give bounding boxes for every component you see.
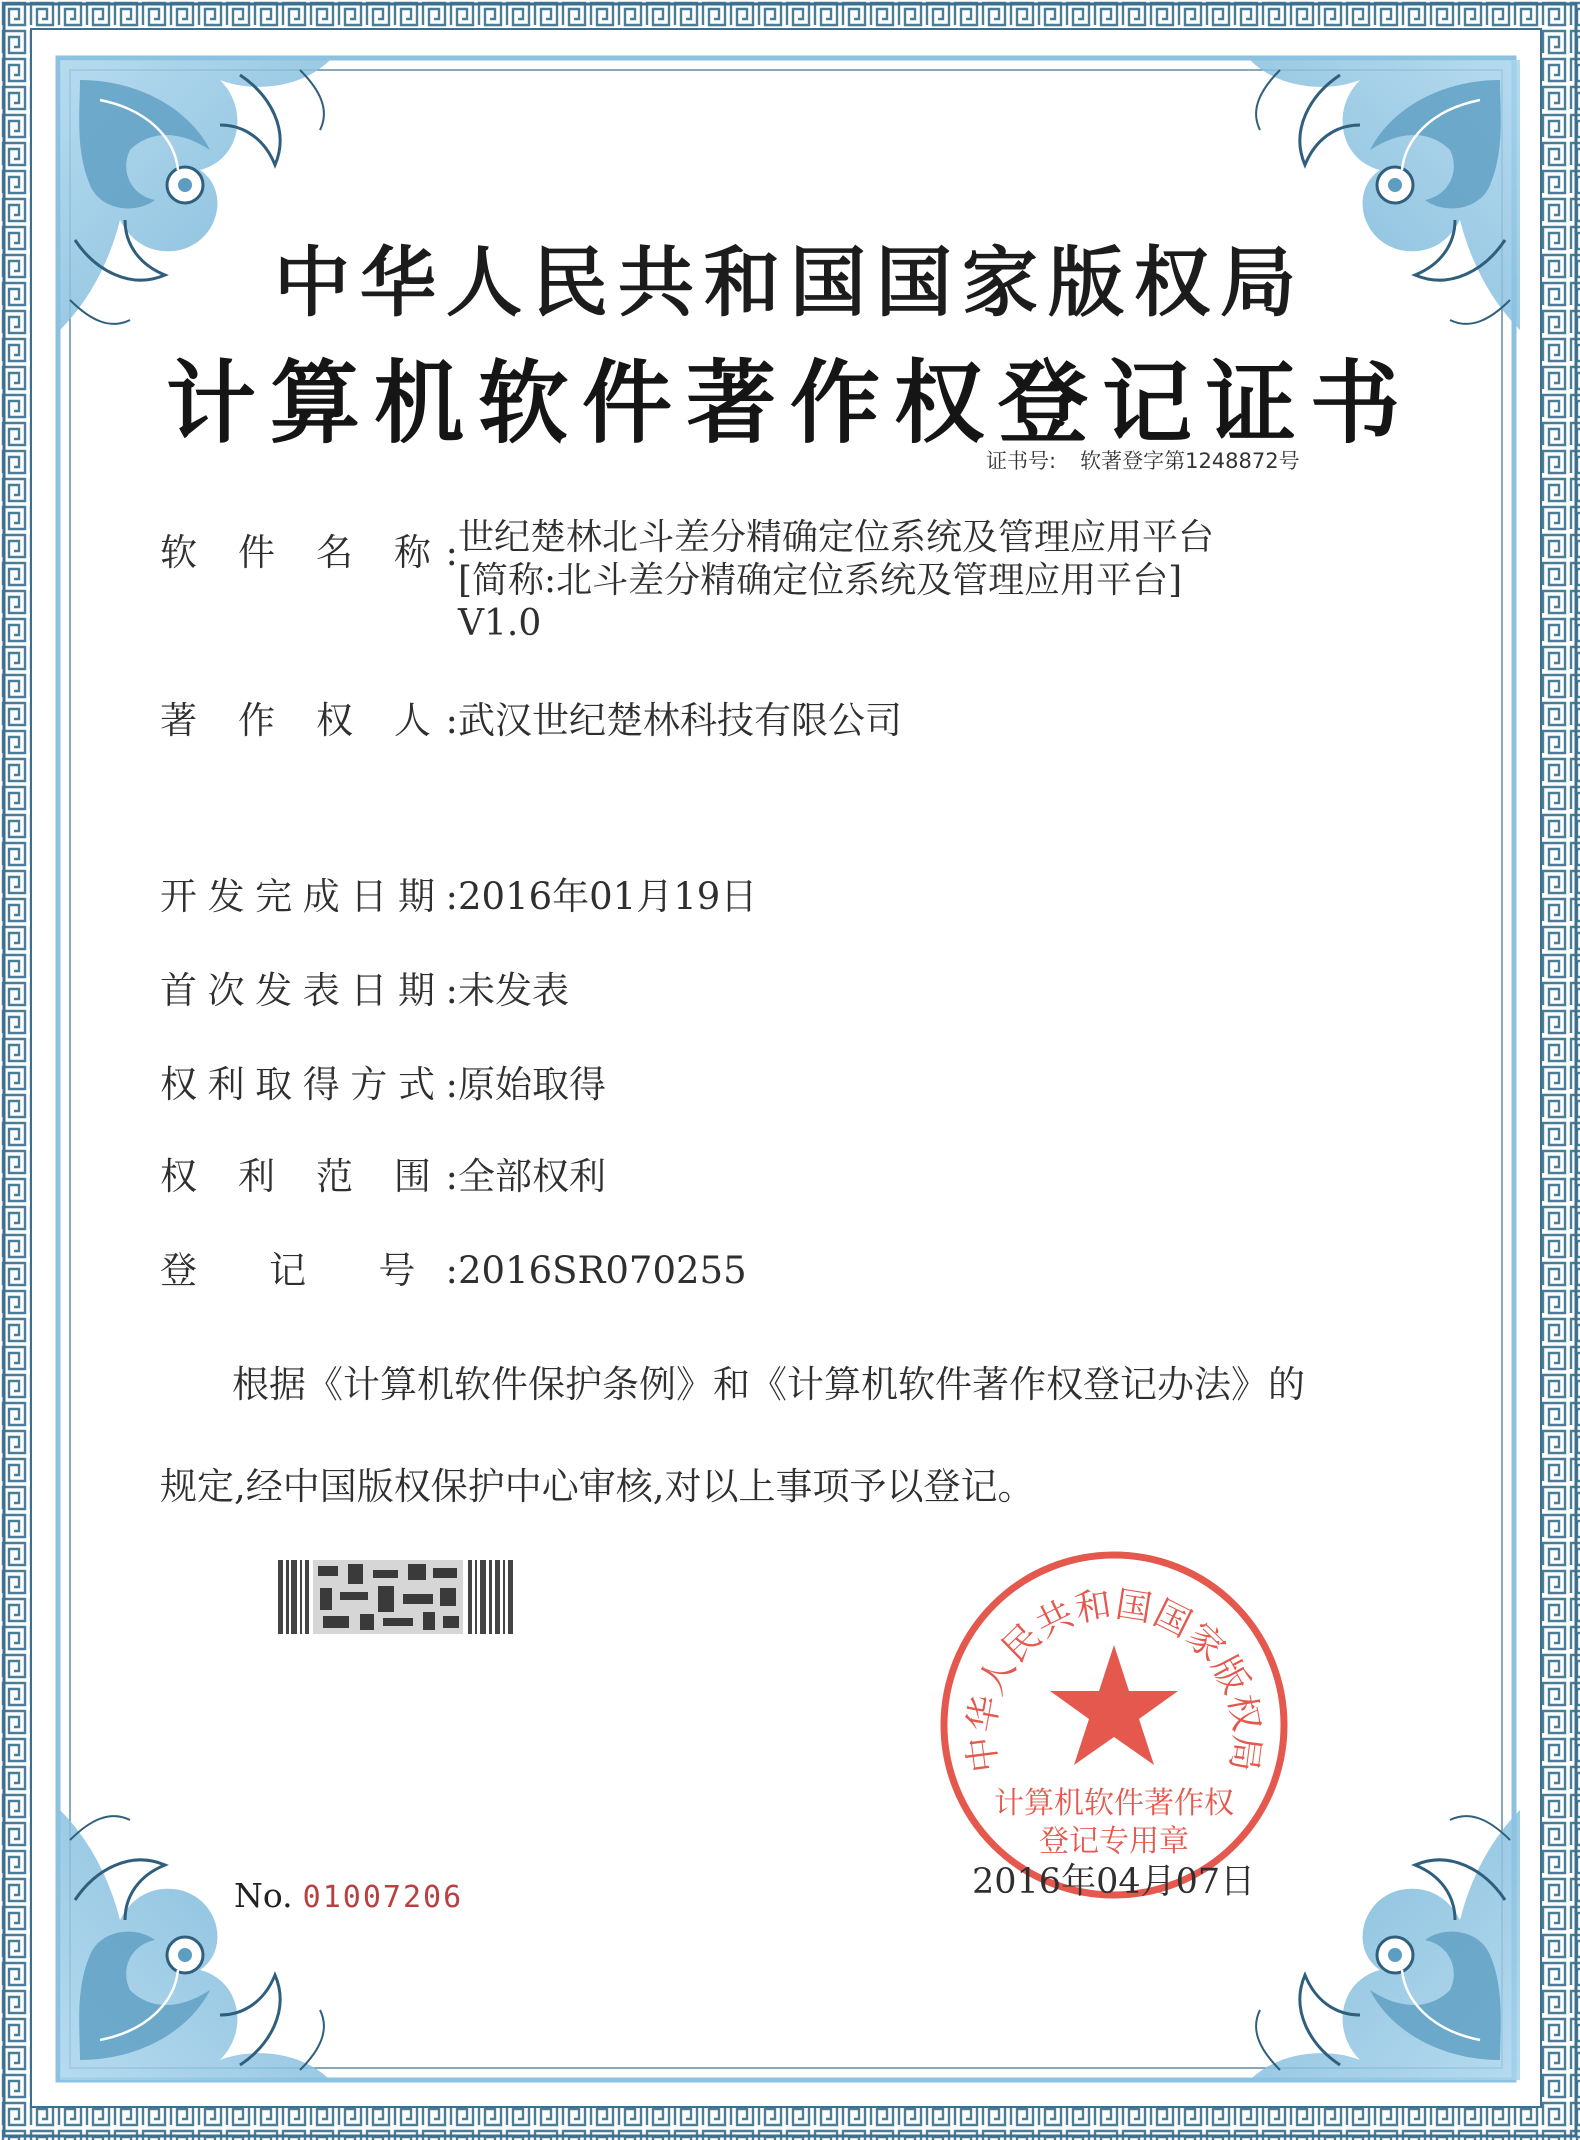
registration-number-label: 登 记 号: [160, 1249, 458, 1292]
seal-inner-line2: 登记专用章 [1039, 1824, 1189, 1859]
software-name-label-row [160, 522, 458, 576]
barcode [278, 1556, 516, 1638]
registration-number-value: 2016SR070255 [458, 1249, 747, 1292]
serial-prefix: No. [234, 1876, 293, 1915]
issue-date: 2016年04月07日 [972, 1862, 1256, 1902]
acquisition-method-row [160, 1054, 606, 1108]
official-seal [934, 1545, 1294, 1905]
legal-statement-line [160, 1334, 1420, 1436]
software-name-value [458, 516, 1214, 645]
completion-date-value: 2016年01月19日 [458, 875, 758, 918]
copyright-owner-label: 著 作 权 人: [160, 699, 458, 742]
completion-date-row [160, 866, 757, 920]
rights-scope-label: 权 利 范 围: [160, 1155, 458, 1198]
serial-number [234, 1876, 463, 1915]
legal-statement-line1: 根据《计算机软件保护条例》和《计算机软件著作权登记办法》的 [232, 1363, 1305, 1406]
acquisition-method-label: 权利取得方式: [160, 1063, 458, 1106]
first-publication-value: 未发表 [458, 969, 569, 1012]
certificate-number-value: 软著登字第1248872号 [1080, 449, 1300, 473]
seal-inner-line1: 计算机软件著作权 [994, 1786, 1234, 1821]
first-publication-label: 首次发表日期: [160, 969, 458, 1012]
software-name-label: 软 件 名 称: [160, 531, 458, 574]
serial-value: 01007206 [302, 1880, 464, 1915]
issuing-authority: 中华人民共和国国家版权局 [274, 238, 1306, 327]
software-name-version: V1.0 [458, 603, 542, 644]
star-icon [1050, 1645, 1178, 1765]
rights-scope-value: 全部权利 [458, 1155, 606, 1198]
completion-date-label: 开发完成日期: [160, 875, 458, 918]
certificate-number [986, 445, 1300, 475]
certificate-title: 计算机软件著作权登记证书 [166, 350, 1414, 456]
legal-statement-line: 规定,经中国版权保护中心审核,对以上事项予以登记。 [160, 1465, 1035, 1508]
copyright-owner-value: 武汉世纪楚林科技有限公司 [458, 699, 902, 742]
registration-number-row [160, 1240, 747, 1294]
acquisition-method-value: 原始取得 [458, 1063, 606, 1106]
legal-statement [160, 1334, 1420, 1538]
seal-outer-text: 中华人民共和国国家版权局 [960, 1584, 1268, 1775]
rights-scope-row [160, 1146, 606, 1200]
first-publication-row [160, 960, 569, 1014]
certificate-number-label: 证书号: [986, 449, 1057, 473]
software-name-line: [简称:北斗差分精确定位系统及管理应用平台] [458, 560, 1183, 601]
copyright-owner-row [160, 690, 902, 744]
software-name-line: 世纪楚林北斗差分精确定位系统及管理应用平台 [458, 517, 1215, 558]
